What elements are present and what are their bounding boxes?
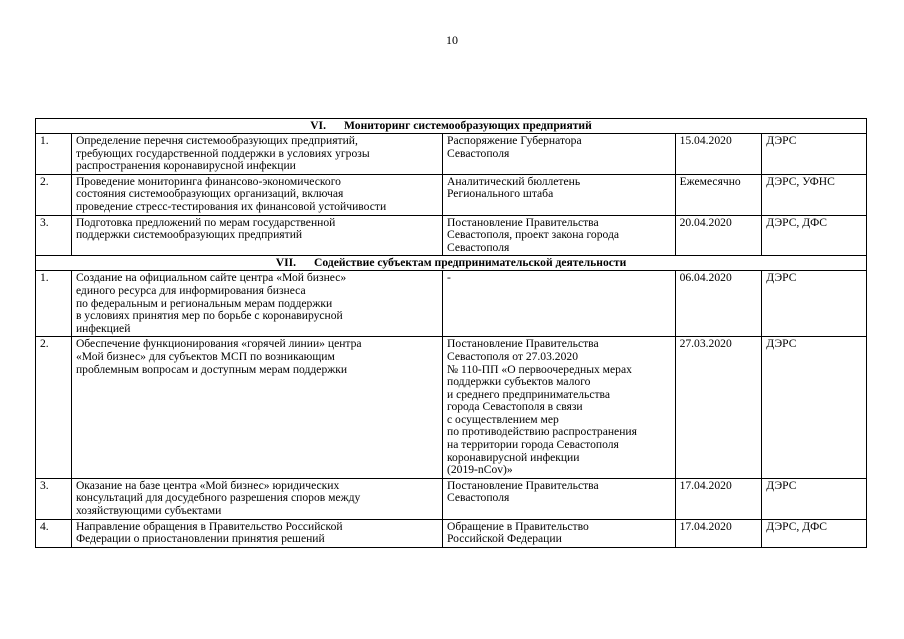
action-cell-line: хозяйствующими субъектами bbox=[75, 504, 222, 518]
row-number: 4. bbox=[36, 519, 72, 547]
action-cell bbox=[71, 215, 442, 256]
action-cell bbox=[71, 271, 442, 337]
section-header bbox=[36, 256, 867, 271]
table-row bbox=[36, 271, 867, 337]
table-row bbox=[36, 215, 867, 256]
table-row bbox=[36, 134, 867, 175]
section-header-row bbox=[36, 119, 867, 134]
document-cell-line: Российской Федерации bbox=[447, 532, 562, 546]
responsible-cell: ДЭРС, ДФС bbox=[762, 519, 867, 547]
responsible-cell: ДЭРС bbox=[762, 271, 867, 337]
action-cell-line: Подготовка предложений по мерам государственной bbox=[75, 215, 336, 229]
document-cell bbox=[443, 337, 676, 479]
action-cell-line: Проведение мониторинга финансово-экономического bbox=[75, 174, 341, 188]
document-cell-line: Обращение в Правительство bbox=[447, 519, 589, 533]
action-cell bbox=[71, 134, 442, 175]
document-cell-line: на территории города Севастополя bbox=[447, 438, 619, 452]
action-cell-line: проведение стресс-тестирования их финансовой устойчивости bbox=[75, 199, 387, 213]
row-number: 2. bbox=[36, 174, 72, 215]
row-number: 3. bbox=[36, 478, 72, 519]
action-cell-line: Федерации о приостановлении принятия решений bbox=[75, 532, 325, 546]
document-cell-line: Севастополя bbox=[447, 240, 510, 254]
section-number: VI. bbox=[310, 119, 326, 132]
action-cell-line: Создание на официальном сайте центра «Мой бизнес» bbox=[75, 271, 347, 285]
section-header-row bbox=[36, 256, 867, 271]
document-cell-line: Распоряжение Губернатора bbox=[447, 134, 582, 147]
responsible-cell: ДЭРС bbox=[762, 337, 867, 479]
date-cell: Ежемесячно bbox=[675, 174, 762, 215]
document-cell bbox=[443, 174, 676, 215]
action-cell bbox=[71, 337, 442, 479]
section-title: Мониторинг системообразующих предприятий bbox=[343, 119, 592, 132]
document-cell bbox=[443, 215, 676, 256]
row-number: 1. bbox=[36, 134, 72, 175]
action-cell-line: в условиях принятия мер по борьбе с коронавирусной bbox=[75, 309, 343, 323]
responsible-cell: ДЭРС bbox=[762, 478, 867, 519]
action-cell-line: поддержки системообразующих предприятий bbox=[75, 228, 303, 242]
document-cell-line: Аналитический бюллетень bbox=[447, 174, 581, 188]
action-cell-line: «Мой бизнес» для субъектов МСП по возникающим bbox=[75, 349, 335, 363]
action-cell bbox=[71, 174, 442, 215]
document-cell-line: коронавирусной инфекции bbox=[447, 450, 580, 464]
action-cell-line: распространения коронавирусной инфекции bbox=[75, 159, 296, 173]
table-row bbox=[36, 478, 867, 519]
section-title: Содействие субъектам предпринимательской деятельности bbox=[314, 256, 627, 270]
responsible-cell: ДЭРС, ДФС bbox=[762, 215, 867, 256]
section-number: VII. bbox=[275, 256, 297, 270]
document-cell-line: Постановление Правительства bbox=[447, 215, 599, 229]
document-cell-line: Севастополя bbox=[447, 491, 510, 505]
action-cell-line: единого ресурса для информирования бизнеса bbox=[75, 283, 306, 297]
action-cell bbox=[71, 478, 442, 519]
date-cell: 15.04.2020 bbox=[675, 134, 762, 175]
document-cell-line: Севастополя от 27.03.2020 bbox=[447, 349, 578, 363]
measures-table bbox=[35, 118, 867, 548]
action-cell-line: Определение перечня системообразующих предприятий, bbox=[75, 134, 358, 147]
responsible-cell: ДЭРС, УФНС bbox=[762, 174, 867, 215]
date-cell: 20.04.2020 bbox=[675, 215, 762, 256]
date-cell: 17.04.2020 bbox=[675, 478, 762, 519]
document-cell-line: № 110-ПП «О первоочередных мерах bbox=[447, 362, 632, 376]
row-number: 2. bbox=[36, 337, 72, 479]
action-cell-line: Направление обращения в Правительство Российской bbox=[75, 519, 343, 533]
document-cell-line: Постановление Правительства bbox=[447, 337, 599, 351]
document-cell bbox=[443, 519, 676, 547]
action-cell-line: консультаций для досудебного разрешения споров между bbox=[75, 491, 361, 505]
document-cell-line: города Севастополя в связи bbox=[447, 400, 583, 414]
page-number: 10 bbox=[446, 33, 458, 47]
action-cell bbox=[71, 519, 442, 547]
document-cell-line: по противодействию распространения bbox=[447, 425, 637, 439]
date-cell: 17.04.2020 bbox=[675, 519, 762, 547]
document-cell-line: Севастополя, проект закона города bbox=[447, 228, 620, 242]
table-row bbox=[36, 337, 867, 479]
document-cell-line: поддержки субъектов малого bbox=[447, 375, 591, 389]
document-cell-line: - bbox=[447, 271, 451, 285]
action-cell-line: по федеральным и региональным мерам поддержки bbox=[75, 296, 333, 310]
row-number: 3. bbox=[36, 215, 72, 256]
section-header bbox=[36, 119, 867, 134]
responsible-cell: ДЭРС bbox=[762, 134, 867, 175]
document-cell bbox=[443, 478, 676, 519]
document-cell-line: Регионального штаба bbox=[447, 187, 554, 201]
document-cell-line: Постановление Правительства bbox=[447, 478, 599, 492]
action-cell-line: требующих государственной поддержки в условиях угрозы bbox=[75, 146, 370, 160]
document-cell-line: с осуществлением мер bbox=[447, 412, 559, 426]
action-cell-line: состояния системообразующих организаций, включая bbox=[75, 187, 344, 201]
row-number: 1. bbox=[36, 271, 72, 337]
document-cell-line: (2019-nCov)» bbox=[447, 463, 513, 477]
action-cell-line: Оказание на базе центра «Мой бизнес» юридических bbox=[75, 478, 340, 492]
action-cell-line: инфекцией bbox=[75, 321, 131, 335]
document-cell-line: и среднего предпринимательства bbox=[447, 387, 611, 401]
date-cell: 27.03.2020 bbox=[675, 337, 762, 479]
table-row bbox=[36, 174, 867, 215]
date-cell: 06.04.2020 bbox=[675, 271, 762, 337]
document-cell bbox=[443, 134, 676, 175]
action-cell-line: проблемным вопросам и доступным мерам поддержки bbox=[75, 362, 348, 376]
action-cell-line: Обеспечение функционирования «горячей линии» центра bbox=[75, 337, 362, 351]
document-cell-line: Севастополя bbox=[447, 146, 510, 160]
table-row bbox=[36, 519, 867, 547]
document-cell bbox=[443, 271, 676, 337]
